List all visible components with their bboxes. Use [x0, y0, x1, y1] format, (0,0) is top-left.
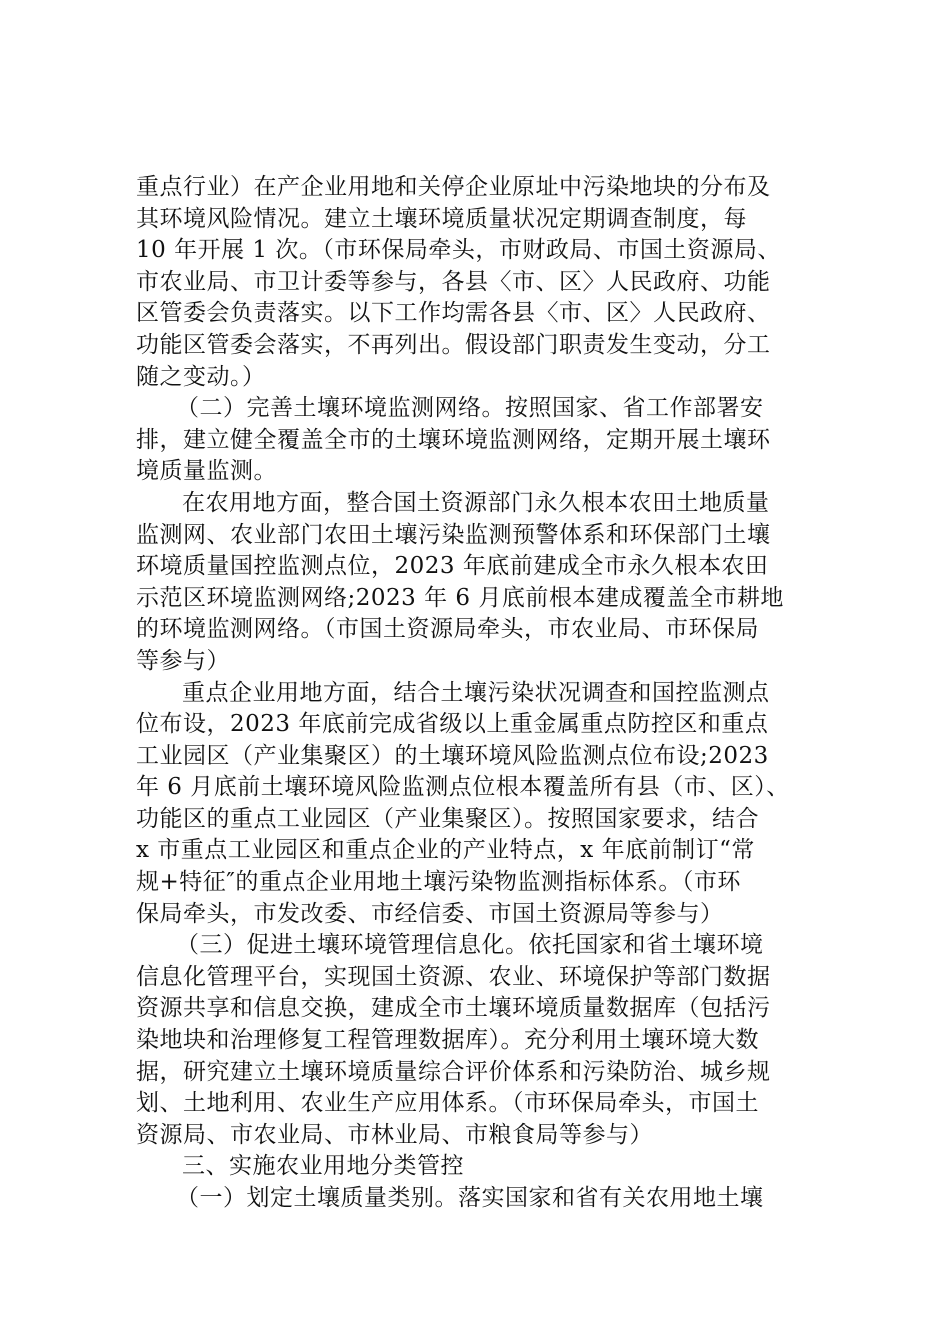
text-line: 资源局、市农业局、市林业局、市粮食局等参与）: [136, 1121, 653, 1148]
text-line: 的环境监测网络。（市国土资源局牵头，市农业局、市环保局: [136, 616, 759, 643]
text-line: 随之变动。）: [136, 363, 266, 390]
text-line: 功能区的重点工业园区（产业集聚区）。按照国家要求，结合: [136, 805, 759, 832]
text-line: 保局牵头，市发改委、市经信委、市国土资源局等参与）: [136, 900, 724, 927]
text-line: 划、土地利用、农业生产应用体系。（市环保局牵头，市国土: [136, 1090, 759, 1117]
text-line: 据，研究建立土壤环境质量综合评价体系和污染防治、城乡规: [136, 1058, 771, 1085]
text-line: x 市重点工业园区和重点企业的产业特点，x 年底前制订“常: [136, 837, 755, 864]
text-line: 年 6 月底前土壤环境风险监测点位根本覆盖所有县（市、区）、: [136, 774, 790, 801]
text-line: 市农业局、市卫计委等参与，各县〈市、区〉人民政府、功能: [136, 268, 771, 295]
text-line: 监测网、农业部门农田土壤污染监测预警体系和环保部门土壤: [136, 521, 771, 548]
section-heading-line: （三）促进土壤环境管理信息化。依托国家和省土壤环境: [176, 932, 764, 959]
text-line: 工业园区（产业集聚区）的土壤环境风险监测点位布设;2023: [136, 742, 769, 769]
text-line: 其环境风险情况。建立土壤环境质量状况定期调查制度，每: [136, 205, 747, 232]
paragraph-start-line: 重点企业用地方面，结合土壤污染状况调查和国控监测点: [182, 679, 770, 706]
text-line: 10 年开展 1 次。（市环保局牵头，市财政局、市国土资源局、: [136, 237, 781, 264]
text-line: 境质量监测。: [136, 458, 277, 485]
text-line: 区管委会负责落实。以下工作均需各县〈市、区〉人民政府、: [136, 300, 771, 327]
text-line: 信息化管理平台，实现国土资源、农业、环境保护等部门数据: [136, 963, 771, 990]
text-line: 排，建立健全覆盖全市的土壤环境监测网络，定期开展土壤环: [136, 426, 771, 453]
text-line: 资源共享和信息交换，建成全市土壤环境质量数据库（包括污: [136, 995, 771, 1022]
text-line: 染地块和治理修复工程管理数据库）。充分利用土壤环境大数: [136, 1027, 759, 1054]
text-line: 环境质量国控监测点位，2023 年底前建成全市永久根本农田: [136, 553, 769, 580]
chapter-heading-line: 三、实施农业用地分类管控: [182, 1153, 464, 1180]
text-line: 重点行业）在产企业用地和关停企业原址中污染地块的分布及: [136, 174, 771, 200]
paragraph-start-line: 在农用地方面，整合国土资源部门永久根本农田土地质量: [182, 489, 770, 516]
text-line: 功能区管委会落实，不再列出。假设部门职责发生变动，分工: [136, 331, 771, 358]
section-heading-line: （一）划定土壤质量类别。落实国家和省有关农用地土壤: [176, 1185, 764, 1211]
text-line: 示范区环境监测网络;2023 年 6 月底前根本建成覆盖全市耕地: [136, 584, 784, 611]
section-heading-line: （二）完善土壤环境监测网络。按照国家、省工作部署安: [176, 395, 764, 422]
text-line: 等参与）: [136, 647, 230, 674]
text-line: 位布设，2023 年底前完成省级以上重金属重点防控区和重点: [136, 711, 769, 738]
document-body: [136, 172, 826, 1215]
text-line: 规+特征″的重点企业用地土壤污染物监测指标体系。（市环: [136, 869, 741, 896]
